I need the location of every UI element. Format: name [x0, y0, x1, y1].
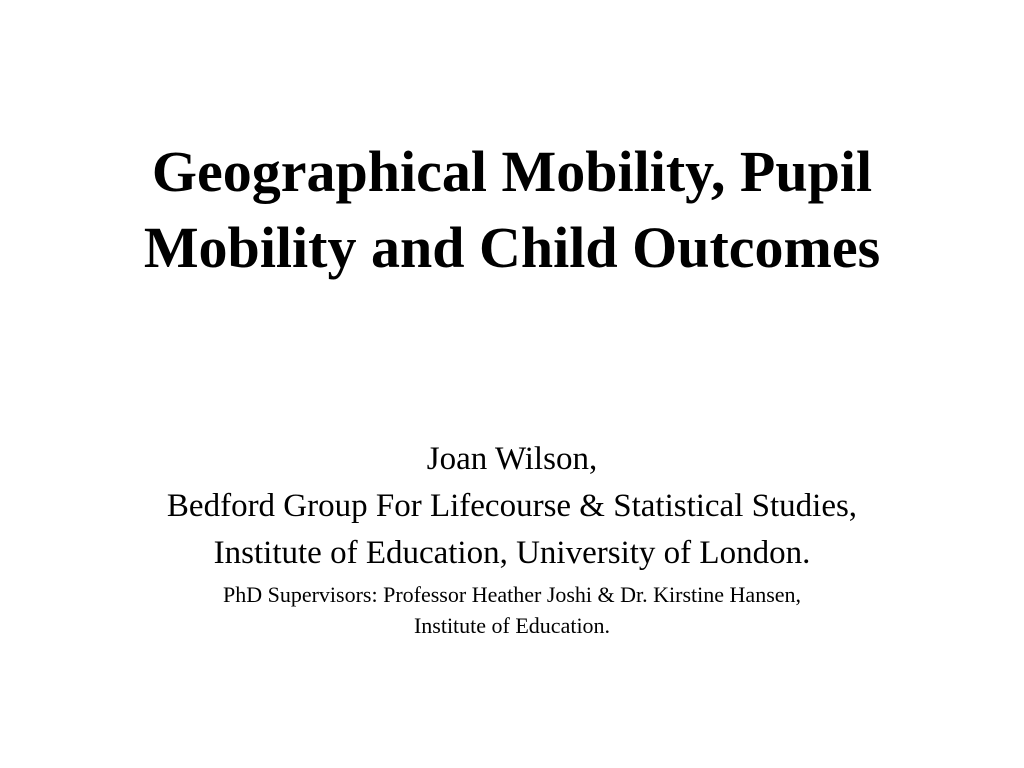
- slide-title: [40, 134, 984, 286]
- author-block: [20, 436, 1004, 641]
- affiliation-group: Bedford Group For Lifecourse & Statistical Studies,: [166, 488, 858, 524]
- affiliation-institute: Institute of Education, University of London.: [213, 535, 811, 571]
- title-line-1: Geographical Mobility, Pupil: [151, 139, 873, 204]
- supervisors-line: PhD Supervisors: Professor Heather Joshi & Dr. Kirstine Hansen,: [222, 582, 802, 607]
- title-line-2: Mobility and Child Outcomes: [143, 215, 881, 280]
- supervisors-institute: Institute of Education.: [413, 613, 611, 638]
- author-name: Joan Wilson,: [426, 441, 598, 477]
